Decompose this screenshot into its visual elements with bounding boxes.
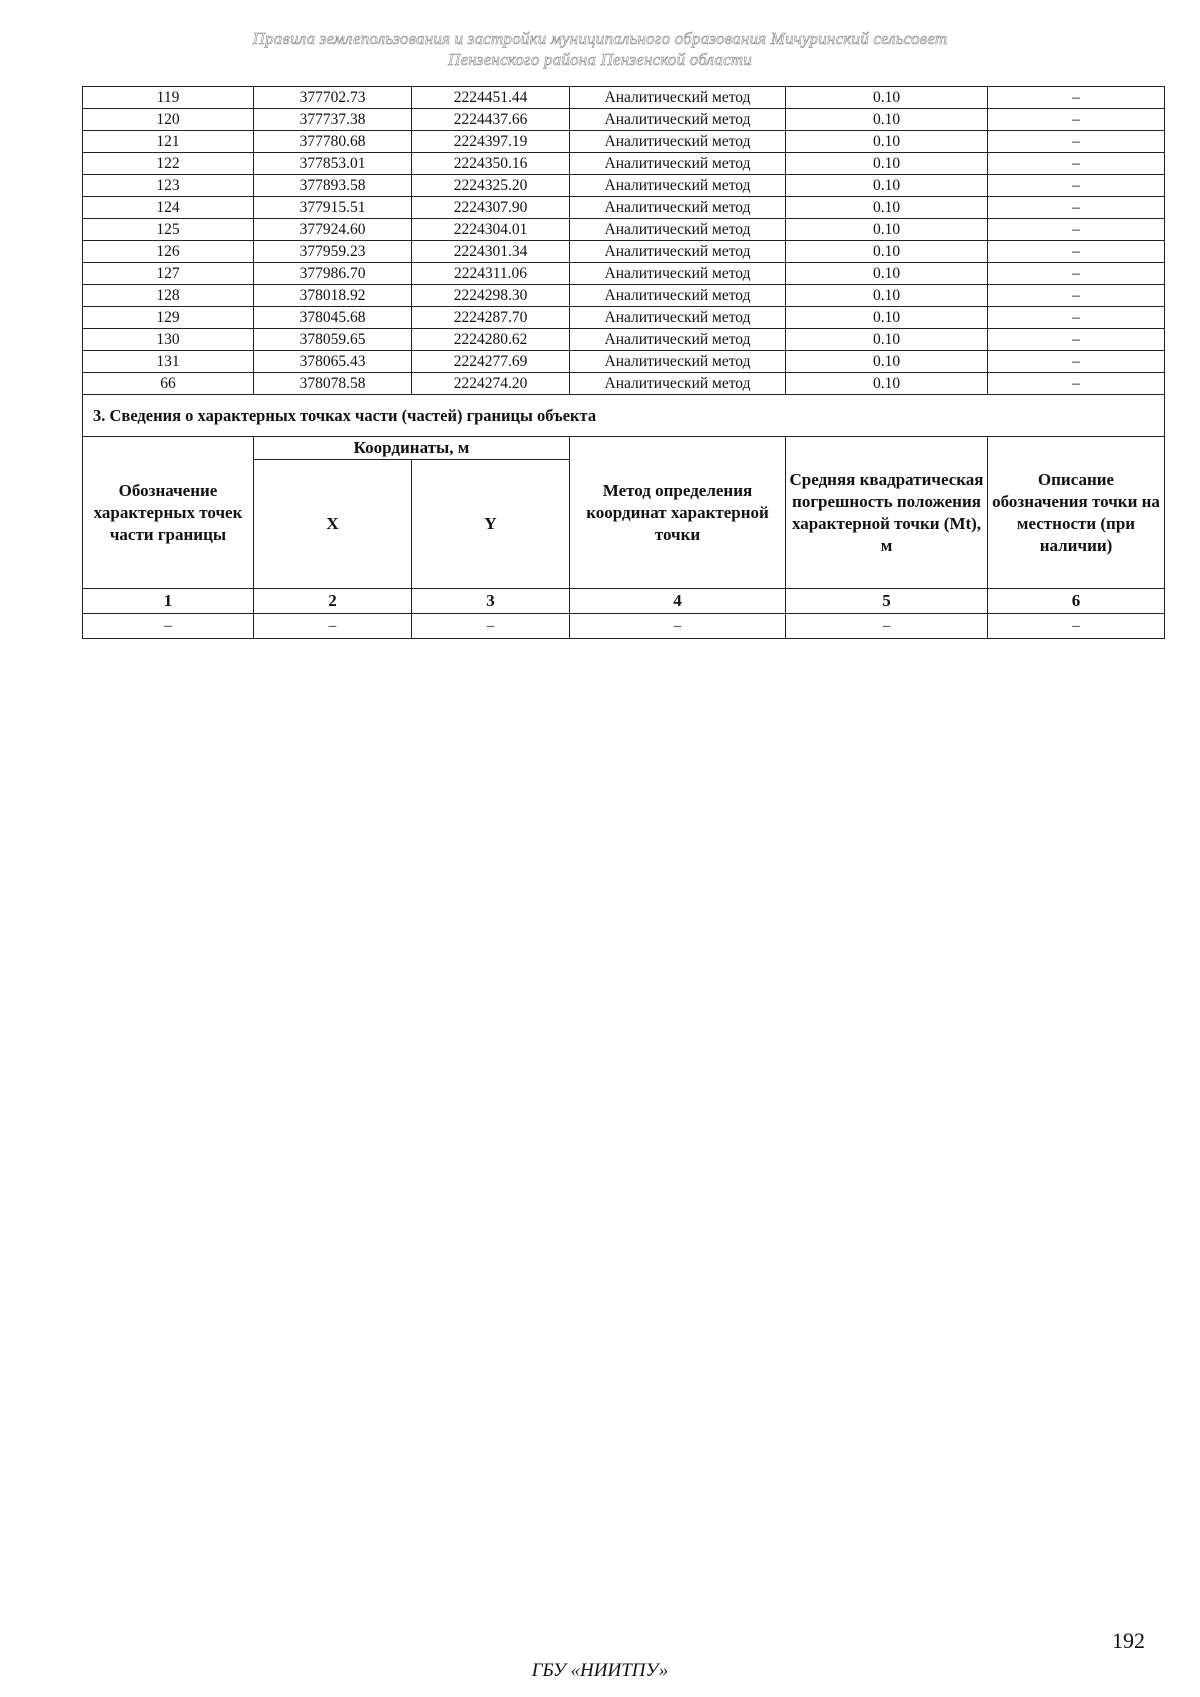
point-number-cell: 129 xyxy=(83,307,254,329)
empty-cell: – xyxy=(570,614,786,639)
header-error xyxy=(786,437,988,589)
x-coordinate-cell: 377737.38 xyxy=(254,109,412,131)
error-cell: 0.10 xyxy=(786,307,988,329)
table-row xyxy=(83,87,1165,109)
page-header xyxy=(0,28,1200,70)
x-coordinate-cell: 377924.60 xyxy=(254,219,412,241)
description-cell: – xyxy=(988,329,1165,351)
page-footer: ГБУ «НИИТПУ» xyxy=(531,1660,669,1681)
method-cell: Аналитический метод xyxy=(570,175,786,197)
y-coordinate-cell: 2224280.62 xyxy=(412,329,570,351)
empty-cell: – xyxy=(988,614,1165,639)
error-cell: 0.10 xyxy=(786,197,988,219)
y-coordinate-cell: 2224277.69 xyxy=(412,351,570,373)
error-cell: 0.10 xyxy=(786,87,988,109)
y-coordinate-cell: 2224325.20 xyxy=(412,175,570,197)
page-number: 192 xyxy=(1112,1628,1145,1653)
column-number: 1 xyxy=(83,589,254,614)
point-number-cell: 130 xyxy=(83,329,254,351)
method-cell: Аналитический метод xyxy=(570,241,786,263)
header-y: Y xyxy=(412,460,570,589)
description-cell: – xyxy=(988,109,1165,131)
error-cell: 0.10 xyxy=(786,153,988,175)
description-cell: – xyxy=(988,285,1165,307)
table-row xyxy=(83,109,1165,131)
description-cell: – xyxy=(988,131,1165,153)
table-row xyxy=(83,175,1165,197)
y-coordinate-cell: 2224307.90 xyxy=(412,197,570,219)
column-number: 2 xyxy=(254,589,412,614)
column-number: 6 xyxy=(988,589,1165,614)
column-number: 4 xyxy=(570,589,786,614)
table-row xyxy=(83,351,1165,373)
table-row xyxy=(83,373,1165,395)
error-cell: 0.10 xyxy=(786,373,988,395)
point-number-cell: 126 xyxy=(83,241,254,263)
error-cell: 0.10 xyxy=(786,285,988,307)
coordinates-table xyxy=(82,86,1165,437)
table-row xyxy=(83,153,1165,175)
table-row xyxy=(83,329,1165,351)
table-row xyxy=(83,131,1165,153)
y-coordinate-cell: 2224304.01 xyxy=(412,219,570,241)
error-cell: 0.10 xyxy=(786,175,988,197)
point-number-cell: 127 xyxy=(83,263,254,285)
description-cell: – xyxy=(988,175,1165,197)
method-cell: Аналитический метод xyxy=(570,197,786,219)
description-cell: – xyxy=(988,373,1165,395)
table-row xyxy=(83,197,1165,219)
y-coordinate-cell: 2224298.30 xyxy=(412,285,570,307)
method-cell: Аналитический метод xyxy=(570,373,786,395)
description-cell: – xyxy=(988,263,1165,285)
error-cell: 0.10 xyxy=(786,263,988,285)
description-cell: – xyxy=(988,351,1165,373)
point-number-cell: 119 xyxy=(83,87,254,109)
point-number-cell: 122 xyxy=(83,153,254,175)
header-error-text: Средняя квадратическая погрешность положения характерной точки (Mt), м xyxy=(789,469,984,555)
y-coordinate-cell: 2224311.06 xyxy=(412,263,570,285)
point-number-cell: 123 xyxy=(83,175,254,197)
point-number-cell: 124 xyxy=(83,197,254,219)
table-row xyxy=(83,307,1165,329)
method-cell: Аналитический метод xyxy=(570,307,786,329)
point-number-cell: 120 xyxy=(83,109,254,131)
header-method: Метод определения координат характерной точки xyxy=(570,437,786,589)
empty-cell: – xyxy=(83,614,254,639)
method-cell: Аналитический метод xyxy=(570,263,786,285)
x-coordinate-cell: 377702.73 xyxy=(254,87,412,109)
description-cell: – xyxy=(988,219,1165,241)
point-number-cell: 121 xyxy=(83,131,254,153)
y-coordinate-cell: 2224350.16 xyxy=(412,153,570,175)
header-line-1: Правила землепользования и застройки муниципального образования Мичуринский сельсовет xyxy=(252,29,948,48)
description-cell: – xyxy=(988,153,1165,175)
method-cell: Аналитический метод xyxy=(570,109,786,131)
table-row xyxy=(83,219,1165,241)
y-coordinate-cell: 2224287.70 xyxy=(412,307,570,329)
section-3-title: 3. Сведения о характерных точках части (частей) границы объекта xyxy=(83,395,1165,437)
column-numbers-row xyxy=(83,589,1165,614)
table-row xyxy=(83,241,1165,263)
x-coordinate-cell: 378018.92 xyxy=(254,285,412,307)
description-cell: – xyxy=(988,307,1165,329)
header-x: X xyxy=(254,460,412,589)
x-coordinate-cell: 378059.65 xyxy=(254,329,412,351)
error-cell: 0.10 xyxy=(786,329,988,351)
description-cell: – xyxy=(988,87,1165,109)
method-cell: Аналитический метод xyxy=(570,87,786,109)
header-description: Описание обозначения точки на местности (при наличии) xyxy=(988,437,1165,589)
point-number-cell: 131 xyxy=(83,351,254,373)
empty-cell: – xyxy=(412,614,570,639)
table-row xyxy=(83,263,1165,285)
x-coordinate-cell: 378045.68 xyxy=(254,307,412,329)
y-coordinate-cell: 2224451.44 xyxy=(412,87,570,109)
description-cell: – xyxy=(988,197,1165,219)
point-number-cell: 128 xyxy=(83,285,254,307)
error-cell: 0.10 xyxy=(786,241,988,263)
header-row-1 xyxy=(83,437,1165,460)
column-number: 3 xyxy=(412,589,570,614)
y-coordinate-cell: 2224397.19 xyxy=(412,131,570,153)
header-line-2: Пензенского района Пензенской области xyxy=(448,50,752,69)
x-coordinate-cell: 378065.43 xyxy=(254,351,412,373)
header-coordinates: Координаты, м xyxy=(254,437,570,460)
error-cell: 0.10 xyxy=(786,219,988,241)
error-cell: 0.10 xyxy=(786,131,988,153)
y-coordinate-cell: 2224274.20 xyxy=(412,373,570,395)
method-cell: Аналитический метод xyxy=(570,153,786,175)
x-coordinate-cell: 378078.58 xyxy=(254,373,412,395)
error-cell: 0.10 xyxy=(786,351,988,373)
method-cell: Аналитический метод xyxy=(570,131,786,153)
empty-cell: – xyxy=(254,614,412,639)
x-coordinate-cell: 377959.23 xyxy=(254,241,412,263)
boundary-parts-table xyxy=(82,436,1165,639)
method-cell: Аналитический метод xyxy=(570,285,786,307)
x-coordinate-cell: 377986.70 xyxy=(254,263,412,285)
x-coordinate-cell: 377780.68 xyxy=(254,131,412,153)
empty-cell: – xyxy=(786,614,988,639)
error-cell: 0.10 xyxy=(786,109,988,131)
point-number-cell: 66 xyxy=(83,373,254,395)
x-coordinate-cell: 377893.58 xyxy=(254,175,412,197)
method-cell: Аналитический метод xyxy=(570,219,786,241)
y-coordinate-cell: 2224437.66 xyxy=(412,109,570,131)
column-number: 5 xyxy=(786,589,988,614)
point-number-cell: 125 xyxy=(83,219,254,241)
x-coordinate-cell: 377915.51 xyxy=(254,197,412,219)
method-cell: Аналитический метод xyxy=(570,329,786,351)
y-coordinate-cell: 2224301.34 xyxy=(412,241,570,263)
empty-data-row xyxy=(83,614,1165,639)
table-row xyxy=(83,285,1165,307)
section-3-title-row xyxy=(83,395,1165,437)
method-cell: Аналитический метод xyxy=(570,351,786,373)
description-cell: – xyxy=(988,241,1165,263)
header-point-designation: Обозначение характерных точек части границы xyxy=(83,437,254,589)
x-coordinate-cell: 377853.01 xyxy=(254,153,412,175)
